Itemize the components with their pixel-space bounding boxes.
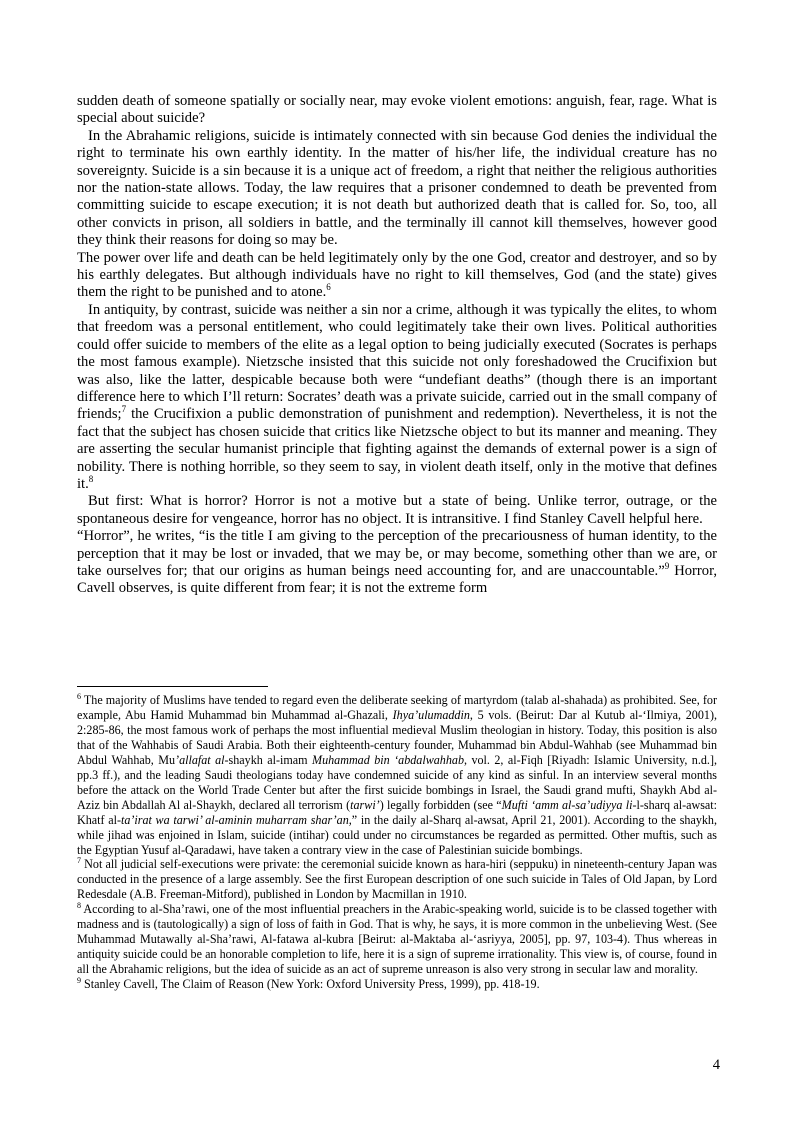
footnote-6-title: Ihya’ulumaddin xyxy=(392,707,470,722)
footnote-9-number: 9 xyxy=(77,976,81,986)
footnote-7-text: Not all judicial self-executions were private: the ceremonial suicide known as hara-hiri (seppuku) in nineteenth-century Japan was conducted in the presence of a large assembly. See the first European description of one such suicide in Tales of Old Japan, by Lord Redesdale (A.B. Freeman-Mitford), published in London by Macmillan in 1910. xyxy=(77,857,717,902)
paragraph-6 xyxy=(77,528,717,598)
footnote-6-title: Muhammad bin ‘abdalwahhab xyxy=(312,752,464,767)
page-content xyxy=(77,93,717,598)
paragraph-6-text-a: “Horror”, he writes, “is the title I am giving to the perception of the precariousness of human identity, to the perception that it may be lost or invaded, that we may be, or may become, something other than we are, or take ourselves for; that our origins as human beings need accounting for, and are unaccountable.” xyxy=(77,528,717,579)
footnote-separator xyxy=(77,686,268,687)
footnote-8 xyxy=(77,902,717,977)
footnote-6-title: ’allafat al xyxy=(175,752,225,767)
footnotes xyxy=(77,693,717,992)
footnote-9 xyxy=(77,977,717,992)
footnote-6 xyxy=(77,693,717,857)
footnote-6-text: , vol. 2, al-Fiqh [Riyadh: Islamic University, n.d.], pp.3 ff.), and the leading Saudi theologians today have condemned suicide of any kind as sinful. In an interview several months before the attack on the World Trade Center but after the first suicide bombings in Israel, the Saudi grand mufti, Shaykh Abd al-Aziz bin Abdallah Al al-Shaykh, declared all terrorism ( xyxy=(77,752,718,812)
footnote-7 xyxy=(77,857,717,902)
paragraph-4 xyxy=(77,302,717,493)
footnote-6-text: ” in the daily al-Sharq al-awsat, April 21, 2001). According to the shaykh, while jihad was enjoined in Islam, suicide (intihar) could under no circumstances be regarded as permitted. Other muftis, such as the Egyptian Yusuf al-Qaradawi, have taken a contrary view in the case of Palestinian suicide bombings. xyxy=(77,812,717,857)
footnote-8-number: 8 xyxy=(77,901,81,911)
paragraph-4-text-a: In antiquity, by contrast, suicide was neither a sin nor a crime, although it was typically the elites, to whom that freedom was a personal entitlement, who could legitimately take their own lives. Political authorities could offer suicide to members of the elite as a legal option to being judicially executed (Socrates is perhaps the most famous example). Nietzsche insisted that this suicide not only foreshadowed the Crucifixion but was also, like the latter, despicable because both were “undefiant deaths” (though there is an important difference here to which I’ll return: Socrates’ death was a private suicide, carried out in the small company of friends; xyxy=(77,301,717,423)
footnote-6-text: ) legally forbidden (see “ xyxy=(379,797,502,812)
footnote-ref-6[interactable]: 6 xyxy=(326,282,331,293)
footnote-6-term: tarwi’ xyxy=(350,797,380,812)
footnote-6-title: ta’irat wa tarwi’ al-aminin muharram shar’an, xyxy=(120,812,352,827)
footnote-ref-9[interactable]: 9 xyxy=(664,561,670,572)
page-number: 4 xyxy=(712,1057,720,1073)
footnote-6-number: 6 xyxy=(77,691,81,701)
footnote-6-text: , 5 vols. (Beirut: Dar al Kutub al-‘Ilmiya, 2001), 2:285-86, the most famous work of perhaps the most influential medieval Muslim theologian in history. Today, this position is also that of the Wahhabis of Saudi Arabia. Both their eighteenth-century founder, Muhammad bin Abdul-Wahhab (see Muhammad bin Abdul Wahhab, Mu xyxy=(77,707,717,767)
footnote-9-text: Stanley Cavell, The Claim of Reason (New York: Oxford University Press, 1999), pp. 418-19. xyxy=(81,977,540,992)
paragraph-4-text-b: the Crucifixion a public demonstration of punishment and redemption). Nevertheless, it is not the fact that the subject has chosen suicide that critics like Nietzsche object to but its manner and meaning. They are asserting the secular humanist principle that fighting against the demands of external power is a sign of nobility. There is nothing horrible, so they seem to say, in violent death itself, only in the motive that defines it. xyxy=(77,406,717,492)
footnote-ref-7[interactable]: 7 xyxy=(121,404,127,415)
paragraph-6-text-b: Horror, Cavell observes, is quite different from fear; it is not the extreme form xyxy=(77,562,717,597)
paragraph-5: But first: What is horror? Horror is not a motive but a state of being. Unlike terror, outrage, or the spontaneous desire for vengeance, horror has no object. It is intransitive. I find Stanley Cavell helpful here. xyxy=(77,493,717,527)
footnote-7-number: 7 xyxy=(77,856,81,866)
footnote-6-text: -shaykh al-imam xyxy=(224,752,312,767)
paragraph-3-text: The power over life and death can be held legitimately only by the one God, creator and destroyer, and so by his earthly delegates. But although individuals have no right to kill themselves, God (and the state) gives them the right to be punished and to atone. xyxy=(77,249,717,301)
paragraph-3 xyxy=(77,250,717,302)
footnote-8-text: According to al-Sha’rawi, one of the most influential preachers in the Arabic-speaking world, suicide is to be classed together with madness and is (tautologically) a sign of loss of faith in God. That is why, he says, it is more common in the unbelieving West. (See Muhammad Mutawally al-Sha’rawi, Al-fatawa al-kubra [Beirut: al-Maktaba al-‘asriyya, 2005], pp. 97, 103-4). Thus whereas in antiquity suicide could be an honorable completion to life, here it is a sign of supreme irrationality. This view is, of course, found in all the Abrahamic religions, but the idea of suicide as an act of supreme unreason is also very strong in secular law and morality. xyxy=(77,902,717,977)
paragraph-1: sudden death of someone spatially or socially near, may evoke violent emotions: anguish, fear, rage. What is special about suicide? xyxy=(77,93,717,127)
paragraph-2: In the Abrahamic religions, suicide is intimately connected with sin because God denies the individual the right to terminate his own earthly identity. In the matter of his/her life, the individual creature has no sovereignty. Suicide is a sin because it is a unique act of freedom, a right that neither the religious authorities nor the nation-state allows. Today, the law requires that a prisoner condemned to death be prevented from committing suicide to escape execution; it is not death but authorized death that is called for. So, too, all other convicts in prison, all soldiers in battle, and the terminally ill cannot kill themselves, however good they think their reasons for doing so may be. xyxy=(77,127,717,249)
footnote-ref-8[interactable]: 8 xyxy=(88,474,94,485)
footnote-6-text: The majority of Muslims have tended to regard even the deliberate seeking of martyrdom (talab al-shahada) as prohibited. See, for example, Abu Hamid Muhammad bin Muhammad al-Ghazali, xyxy=(77,693,717,722)
main-text xyxy=(77,93,717,598)
footnote-6-text: -l-sharq al-awsat: Khatf al- xyxy=(77,797,718,827)
footnote-6-title: Mufti ‘amm al-sa’udiyya li xyxy=(501,797,633,812)
